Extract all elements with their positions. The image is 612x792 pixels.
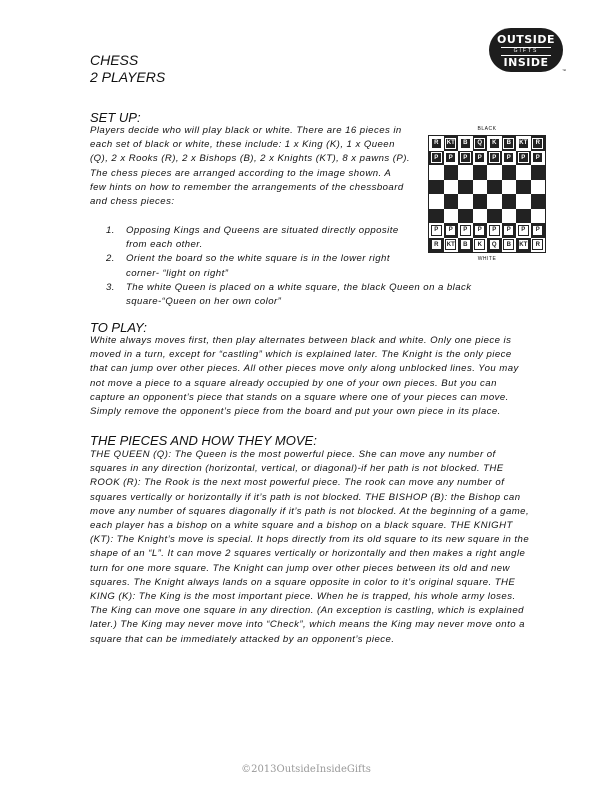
chess-piece: P (532, 152, 543, 163)
board-square (458, 165, 473, 180)
board-square (502, 194, 517, 209)
chess-piece: P (532, 225, 543, 236)
setup-body: Players decide who will play black or white. There are 16 pieces in each set of black or white, these include: 1 x King (K), 1 x Queen (Q), 2 x Rooks (R), 2 x Bishops (B), 2 x Knights (KT), 8 x pawns (P). The chess pieces are arranged according to the image shown. A few hints on how to remember the arrangements of the chessboard and chess pieces: (90, 125, 411, 208)
board-square (502, 238, 517, 253)
chess-piece: B (460, 138, 471, 149)
board-square (516, 223, 531, 238)
chess-piece: P (503, 225, 514, 236)
chess-piece: K (489, 138, 500, 149)
board-square (458, 238, 473, 253)
board-square (502, 209, 517, 224)
board-square (473, 238, 488, 253)
board-square (429, 180, 444, 195)
board-square (531, 238, 546, 253)
play-body: White always moves first, then play alternates between black and white. Only one piece is moved in a turn, except for “castling” which is explained later. The Knight is the only piece that can jump over other pieces. All other pieces move only along unblocked lines. You may not move a piece to a square already occupied by one of your own pieces. But you can capture an opponent’s piece that stands on a square where one of your pieces can move. Simply remove the opponent’s piece from the board and put your own piece in its place. (90, 335, 519, 418)
chess-piece: KT (518, 138, 529, 149)
list-text: Opposing Kings and Queens are situated directly opposite from each other. (126, 225, 399, 251)
chess-piece: P (474, 152, 485, 163)
chessboard-diagram (424, 126, 550, 262)
brand-logo (489, 28, 563, 72)
list-item (106, 281, 531, 309)
board-square (458, 136, 473, 151)
board-square (487, 238, 502, 253)
logo-bottom-text: INSIDE (503, 56, 549, 69)
board-square (444, 136, 459, 151)
board-square (487, 151, 502, 166)
list-number: 2. (106, 253, 115, 265)
chess-piece: P (474, 225, 485, 236)
board-square (444, 238, 459, 253)
pieces-heading: THE PIECES AND HOW THEY MOVE: (90, 433, 317, 448)
setup-heading: SET UP: (90, 110, 141, 125)
board-square (502, 136, 517, 151)
board-square (429, 165, 444, 180)
board-square (487, 180, 502, 195)
board-square (444, 151, 459, 166)
board-square (429, 136, 444, 151)
board-square (458, 151, 473, 166)
title-block (90, 52, 165, 86)
chess-piece: R (431, 239, 442, 250)
board-square (487, 209, 502, 224)
chess-piece: P (503, 152, 514, 163)
list-number: 3. (106, 281, 115, 293)
board-square (531, 165, 546, 180)
board-square (444, 223, 459, 238)
chess-piece: KT (445, 138, 456, 149)
board-square (502, 151, 517, 166)
list-text: The white Queen is placed on a white square, the black Queen on a black square-“Queen on her own color” (126, 281, 472, 308)
board-square (444, 209, 459, 224)
board-square (487, 136, 502, 151)
board-white-label: WHITE (477, 256, 497, 262)
board-black-label: BLACK (477, 126, 497, 132)
board-square (487, 165, 502, 180)
chess-piece: K (474, 239, 485, 250)
chess-piece: P (460, 225, 471, 236)
chess-piece: P (489, 225, 500, 236)
board-square (502, 223, 517, 238)
list-number: 1. (106, 225, 115, 236)
chess-piece: P (460, 152, 471, 163)
board-square (473, 180, 488, 195)
page-title: CHESS (90, 52, 139, 68)
board-square (487, 194, 502, 209)
chess-piece: P (431, 152, 442, 163)
board-square (531, 136, 546, 151)
chess-piece: R (532, 138, 543, 149)
board-square (429, 238, 444, 253)
copyright-footer: ©2013OutsideInsideGifts (241, 764, 371, 775)
board-square (444, 165, 459, 180)
logo-trademark: ™ (562, 68, 566, 73)
board-square (458, 194, 473, 209)
board-square (458, 180, 473, 195)
board-square (444, 180, 459, 195)
board-square (458, 223, 473, 238)
board-square (458, 209, 473, 224)
board-square (516, 238, 531, 253)
board-square (516, 180, 531, 195)
board-square (473, 209, 488, 224)
board-square (429, 194, 444, 209)
chess-piece: KT (518, 239, 529, 250)
board-square (531, 180, 546, 195)
list-item (106, 252, 406, 280)
board-square (502, 165, 517, 180)
chess-piece: P (431, 225, 442, 236)
board-square (516, 194, 531, 209)
chessboard-grid (428, 135, 546, 253)
pieces-body: THE QUEEN (Q): The Queen is the most powerful piece. She can move any number of squares in any direction (horizontal, vertical, or diagonal)-if her path is not blocked. THE ROOK (R): The Rook is the next most powerful piece. The rook can move any number of squares vertically or horizontally if it’s path is not blocked. THE BISHOP (B): the Bishop can move any number of squares diagonally if it’s path is not blocked. At the beginning of a game, each player has a bishop on a white square and a bishop on a black square. THE KNIGHT (KT): The Knight’s move is special. It hops directly from its old square to its new square in the shape of an “L”. It can move 2 squares vertically or horizontally and then makes a right angle turn for one more square. The Knight can jump over other pieces between its old and new squares. The Knight always lands on a square opposite in color to it’s original square. THE KING (K): The King is the most important piece. When he is trapped, his whole army loses. The King can move one square in any direction. (An exception is castling, which is explained later.) The King may never move into “Check”, which means the King may never move onto a square that can be immediately attacked by an opponent’s piece. (90, 449, 530, 645)
list-text: Orient the board so the white square is in the lower right corner- “light on right” (126, 253, 390, 279)
chess-piece: P (489, 152, 500, 163)
chess-piece: Q (489, 239, 500, 250)
chess-piece: R (532, 239, 543, 250)
chess-piece: Q (474, 138, 485, 149)
board-square (516, 151, 531, 166)
board-square (429, 151, 444, 166)
board-square (516, 136, 531, 151)
board-square (429, 223, 444, 238)
list-item (106, 224, 406, 252)
board-square (516, 209, 531, 224)
chess-piece: P (445, 152, 456, 163)
logo-top-text: OUTSIDE (497, 33, 555, 46)
board-square (444, 194, 459, 209)
chess-piece: B (503, 239, 514, 250)
board-square (473, 194, 488, 209)
chess-piece: B (503, 138, 514, 149)
board-square (473, 136, 488, 151)
logo-middle-text: GIFTS (501, 47, 551, 56)
board-square (473, 165, 488, 180)
page-subtitle: 2 PLAYERS (90, 69, 166, 85)
board-square (473, 223, 488, 238)
board-square (531, 151, 546, 166)
chess-piece: KT (445, 239, 456, 250)
chess-piece: P (518, 225, 529, 236)
board-square (487, 223, 502, 238)
chess-piece: R (431, 138, 442, 149)
board-square (531, 209, 546, 224)
board-square (473, 151, 488, 166)
chess-piece: P (518, 152, 529, 163)
board-square (531, 223, 546, 238)
board-square (502, 180, 517, 195)
chess-piece: P (445, 225, 456, 236)
board-square (516, 165, 531, 180)
board-square (531, 194, 546, 209)
board-square (429, 209, 444, 224)
chess-piece: B (460, 239, 471, 250)
play-heading: TO PLAY: (90, 320, 147, 335)
